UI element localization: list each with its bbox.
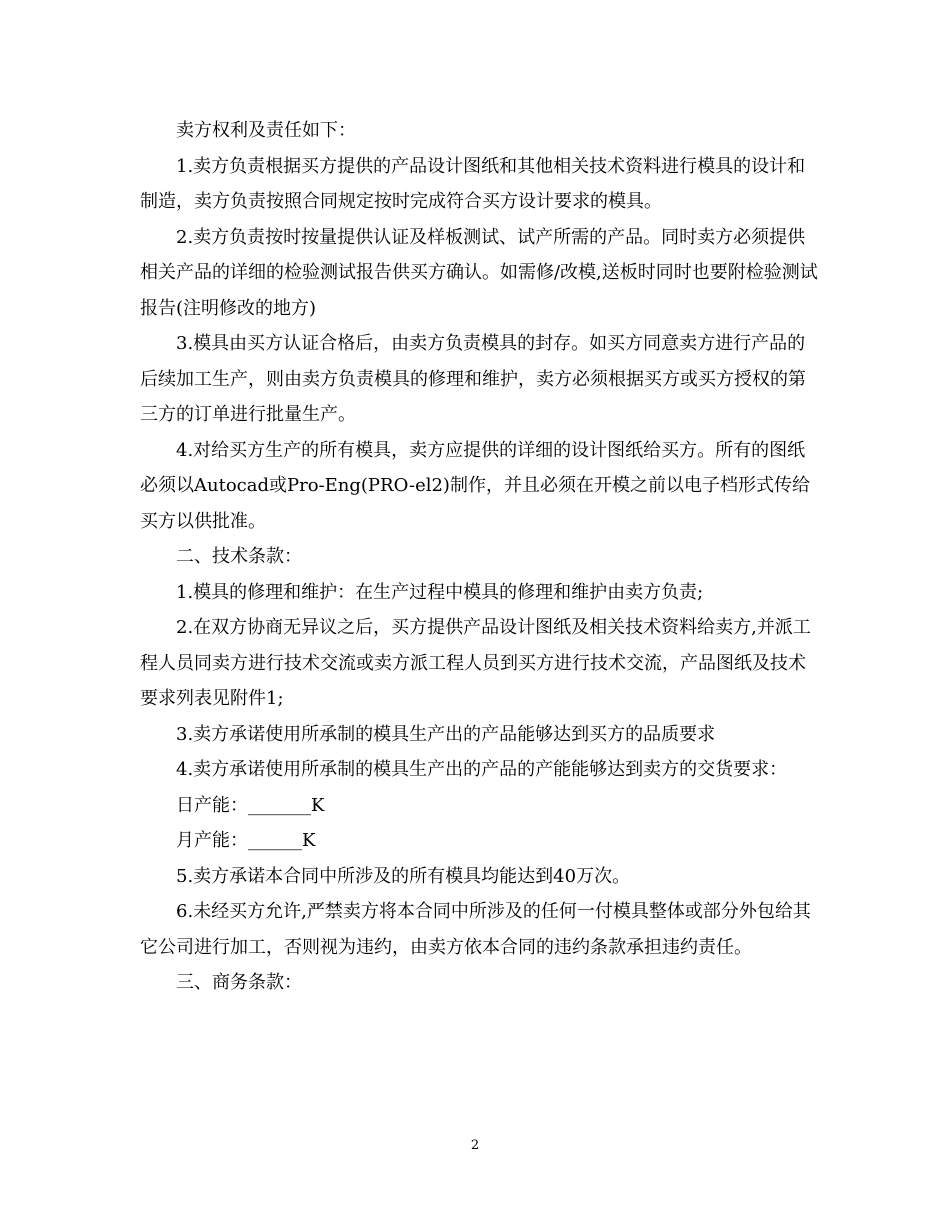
- clause-seller-samples: 2.卖方负责按时按量提供认证及样板测试、试产所需的产品。同时卖方必须提供相关产品的详细的检验测试报告供买方确认。如需修/改模,送板时同时也要附检验测试报告(注明修改的地方): [140, 226, 818, 319]
- section-heading-seller-rights: 卖方权利及责任如下：: [176, 120, 356, 141]
- clause-seller-design: 1.卖方负责根据买方提供的产品设计图纸和其他相关技术资料进行模具的设计和制造，卖方负责按照合同规定按时完成符合买方设计要求的模具。: [140, 155, 806, 212]
- clause-mold-lifetime: 5.卖方承诺本合同中所涉及的所有模具均能达到40万次。: [176, 865, 631, 887]
- clause-design-drawings: 4.对给买方生产的所有模具，卖方应提供的详细的设计图纸给买方。所有的图纸必须以Autocad或Pro-Eng(PRO-el2)制作，并且必须在开模之前以电子档形式传给买方以供批准。: [140, 439, 810, 532]
- clause-mold-storage: 3.模具由买方认证合格后，由卖方负责模具的封存。如买方同意卖方进行产品的后续加工生产，则由卖方负责模具的修理和维护，卖方必须根据买方或买方授权的第三方的订单进行批量生产。: [140, 333, 806, 425]
- clause-capacity-requirement: 4.卖方承诺使用所承制的模具生产出的产品的产能能够达到卖方的交货要求：: [176, 759, 788, 780]
- clause-technical-exchange: 2.在双方协商无异议之后，买方提供产品设计图纸及相关技术资料给卖方,并派工程人员同卖方进行技术交流或卖方派工程人员到买方进行技术交流，产品图纸及技术要求列表见附件1;: [140, 617, 811, 709]
- monthly-capacity-line: 月产能：______K: [176, 830, 316, 851]
- clause-no-outsourcing: 6.未经买方允许,严禁卖方将本合同中所涉及的任何一付模具整体或部分外包给其它公司进行加工，否则视为违约，由卖方依本合同的违约条款承担违约责任。: [140, 901, 811, 958]
- clause-mold-maintenance: 1.模具的修理和维护：在生产过程中模具的修理和维护由卖方负责;: [176, 581, 704, 603]
- daily-capacity-line: 日产能：_______K: [176, 794, 325, 816]
- section-heading-technical-terms: 二、技术条款：: [176, 546, 302, 567]
- page-number: 2: [470, 1138, 480, 1153]
- clause-quality-requirement: 3.卖方承诺使用所承制的模具生产出的产品能够达到买方的品质要求: [176, 723, 716, 745]
- section-heading-commercial-terms: 三、商务条款：: [176, 972, 302, 993]
- document-body: [140, 113, 820, 1001]
